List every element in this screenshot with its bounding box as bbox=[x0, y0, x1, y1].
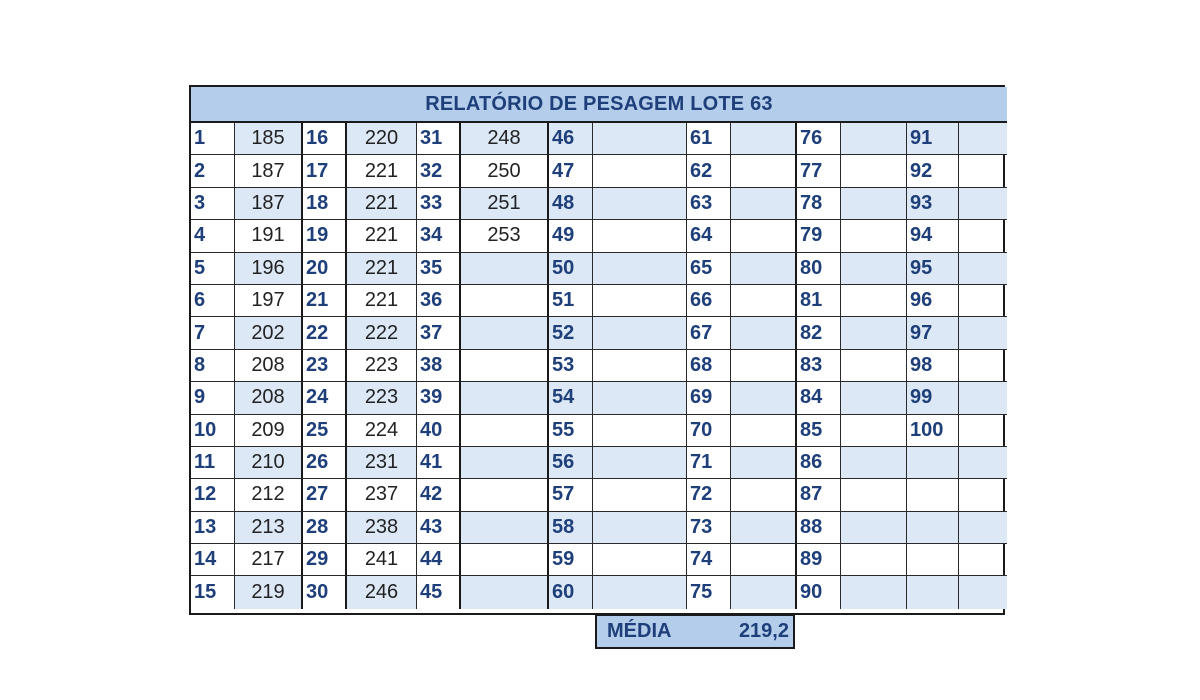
row-index: 6 bbox=[191, 285, 235, 317]
weight-value bbox=[731, 285, 797, 317]
weight-value bbox=[841, 188, 907, 220]
row-index: 34 bbox=[417, 220, 461, 252]
row-index: 80 bbox=[797, 253, 841, 285]
weight-value: 251 bbox=[461, 188, 549, 220]
weight-value bbox=[461, 285, 549, 317]
weight-value: 208 bbox=[235, 350, 303, 382]
row-index: 76 bbox=[797, 123, 841, 155]
weight-value: 187 bbox=[235, 155, 303, 187]
row-index: 60 bbox=[549, 576, 593, 608]
row-index: 24 bbox=[303, 382, 347, 414]
weight-value: 231 bbox=[347, 447, 417, 479]
row-index: 62 bbox=[687, 155, 731, 187]
weight-value bbox=[959, 447, 1007, 479]
weight-value bbox=[593, 220, 687, 252]
row-index: 54 bbox=[549, 382, 593, 414]
row-index: 39 bbox=[417, 382, 461, 414]
weight-value bbox=[841, 415, 907, 447]
row-index: 30 bbox=[303, 576, 347, 608]
weight-value bbox=[593, 285, 687, 317]
weight-value: 221 bbox=[347, 285, 417, 317]
row-index: 91 bbox=[907, 123, 959, 155]
weight-value: 212 bbox=[235, 479, 303, 511]
weight-value: 197 bbox=[235, 285, 303, 317]
weight-value bbox=[841, 544, 907, 576]
row-index: 58 bbox=[549, 512, 593, 544]
weight-value bbox=[731, 512, 797, 544]
weight-value: 220 bbox=[347, 123, 417, 155]
weight-value bbox=[593, 447, 687, 479]
weight-value bbox=[593, 155, 687, 187]
weight-value: 219 bbox=[235, 576, 303, 608]
weight-value bbox=[731, 479, 797, 511]
row-index: 23 bbox=[303, 350, 347, 382]
row-index: 26 bbox=[303, 447, 347, 479]
row-index: 17 bbox=[303, 155, 347, 187]
row-index bbox=[907, 576, 959, 608]
weight-value: 202 bbox=[235, 317, 303, 349]
weight-value bbox=[959, 155, 1007, 187]
weight-value bbox=[959, 317, 1007, 349]
weight-value bbox=[841, 285, 907, 317]
row-index: 47 bbox=[549, 155, 593, 187]
row-index: 20 bbox=[303, 253, 347, 285]
weight-value: 210 bbox=[235, 447, 303, 479]
weight-value bbox=[841, 317, 907, 349]
row-index: 95 bbox=[907, 253, 959, 285]
row-index: 7 bbox=[191, 317, 235, 349]
weight-value bbox=[731, 447, 797, 479]
row-index: 40 bbox=[417, 415, 461, 447]
row-index: 27 bbox=[303, 479, 347, 511]
weight-value bbox=[461, 253, 549, 285]
weight-value: 196 bbox=[235, 253, 303, 285]
row-index: 85 bbox=[797, 415, 841, 447]
row-index: 45 bbox=[417, 576, 461, 608]
weight-value bbox=[959, 479, 1007, 511]
row-index: 79 bbox=[797, 220, 841, 252]
weight-value: 221 bbox=[347, 188, 417, 220]
row-index: 93 bbox=[907, 188, 959, 220]
row-index: 68 bbox=[687, 350, 731, 382]
weight-value bbox=[731, 317, 797, 349]
row-index: 78 bbox=[797, 188, 841, 220]
row-index: 4 bbox=[191, 220, 235, 252]
row-index: 38 bbox=[417, 350, 461, 382]
weight-value bbox=[731, 544, 797, 576]
row-index: 98 bbox=[907, 350, 959, 382]
row-index: 59 bbox=[549, 544, 593, 576]
weight-value bbox=[731, 576, 797, 608]
report-title: RELATÓRIO DE PESAGEM LOTE 63 bbox=[191, 87, 1007, 123]
weight-value bbox=[461, 544, 549, 576]
row-index: 36 bbox=[417, 285, 461, 317]
row-index: 18 bbox=[303, 188, 347, 220]
row-index: 69 bbox=[687, 382, 731, 414]
row-index: 21 bbox=[303, 285, 347, 317]
weight-value: 224 bbox=[347, 415, 417, 447]
weight-value bbox=[593, 576, 687, 608]
weight-value: 213 bbox=[235, 512, 303, 544]
weight-value bbox=[841, 382, 907, 414]
row-index: 48 bbox=[549, 188, 593, 220]
weight-value bbox=[593, 123, 687, 155]
weight-value bbox=[461, 415, 549, 447]
row-index: 70 bbox=[687, 415, 731, 447]
average-label: MÉDIA bbox=[607, 620, 672, 642]
row-index: 84 bbox=[797, 382, 841, 414]
weight-value bbox=[593, 253, 687, 285]
row-index: 46 bbox=[549, 123, 593, 155]
row-index: 42 bbox=[417, 479, 461, 511]
weight-value bbox=[593, 188, 687, 220]
row-index: 96 bbox=[907, 285, 959, 317]
weight-value: 187 bbox=[235, 188, 303, 220]
weight-value bbox=[841, 155, 907, 187]
row-index: 12 bbox=[191, 479, 235, 511]
row-index bbox=[907, 479, 959, 511]
row-index: 29 bbox=[303, 544, 347, 576]
weight-value bbox=[461, 382, 549, 414]
row-index: 14 bbox=[191, 544, 235, 576]
weight-value bbox=[731, 123, 797, 155]
weight-value: 246 bbox=[347, 576, 417, 608]
row-index: 92 bbox=[907, 155, 959, 187]
weight-value: 185 bbox=[235, 123, 303, 155]
weight-value: 241 bbox=[347, 544, 417, 576]
row-index: 44 bbox=[417, 544, 461, 576]
weight-value bbox=[841, 220, 907, 252]
weight-value bbox=[593, 479, 687, 511]
row-index: 1 bbox=[191, 123, 235, 155]
row-index: 71 bbox=[687, 447, 731, 479]
row-index: 94 bbox=[907, 220, 959, 252]
row-index: 41 bbox=[417, 447, 461, 479]
row-index: 67 bbox=[687, 317, 731, 349]
row-index: 50 bbox=[549, 253, 593, 285]
row-index: 87 bbox=[797, 479, 841, 511]
weight-value bbox=[731, 350, 797, 382]
weight-value: 238 bbox=[347, 512, 417, 544]
weight-value bbox=[731, 188, 797, 220]
row-index: 61 bbox=[687, 123, 731, 155]
row-index: 90 bbox=[797, 576, 841, 608]
row-index: 65 bbox=[687, 253, 731, 285]
row-index: 19 bbox=[303, 220, 347, 252]
row-index: 35 bbox=[417, 253, 461, 285]
row-index: 13 bbox=[191, 512, 235, 544]
row-index: 82 bbox=[797, 317, 841, 349]
weight-value bbox=[731, 415, 797, 447]
row-index: 89 bbox=[797, 544, 841, 576]
row-index: 8 bbox=[191, 350, 235, 382]
weight-value bbox=[461, 576, 549, 608]
row-index: 52 bbox=[549, 317, 593, 349]
weight-value: 248 bbox=[461, 123, 549, 155]
row-index: 81 bbox=[797, 285, 841, 317]
weight-value: 250 bbox=[461, 155, 549, 187]
weight-value bbox=[959, 576, 1007, 608]
weight-value: 253 bbox=[461, 220, 549, 252]
weight-value bbox=[959, 382, 1007, 414]
row-index: 5 bbox=[191, 253, 235, 285]
weight-value bbox=[731, 220, 797, 252]
row-index: 25 bbox=[303, 415, 347, 447]
row-index: 43 bbox=[417, 512, 461, 544]
weight-value: 217 bbox=[235, 544, 303, 576]
row-index: 100 bbox=[907, 415, 959, 447]
row-index bbox=[907, 512, 959, 544]
row-index: 57 bbox=[549, 479, 593, 511]
average-box bbox=[595, 614, 795, 649]
weight-value bbox=[731, 253, 797, 285]
row-index: 31 bbox=[417, 123, 461, 155]
weight-value bbox=[461, 447, 549, 479]
row-index: 86 bbox=[797, 447, 841, 479]
row-index: 28 bbox=[303, 512, 347, 544]
weight-value bbox=[959, 188, 1007, 220]
weight-value bbox=[959, 253, 1007, 285]
weight-value bbox=[593, 512, 687, 544]
row-index: 63 bbox=[687, 188, 731, 220]
weight-value: 222 bbox=[347, 317, 417, 349]
row-index: 88 bbox=[797, 512, 841, 544]
row-index bbox=[907, 447, 959, 479]
weight-value bbox=[841, 447, 907, 479]
weight-value bbox=[593, 350, 687, 382]
weight-value bbox=[959, 350, 1007, 382]
weight-value bbox=[841, 350, 907, 382]
row-index: 56 bbox=[549, 447, 593, 479]
weight-value: 223 bbox=[347, 382, 417, 414]
weight-value: 221 bbox=[347, 253, 417, 285]
weight-value bbox=[841, 512, 907, 544]
weight-value: 223 bbox=[347, 350, 417, 382]
row-index: 53 bbox=[549, 350, 593, 382]
row-index: 51 bbox=[549, 285, 593, 317]
row-index: 72 bbox=[687, 479, 731, 511]
row-index: 74 bbox=[687, 544, 731, 576]
row-index: 49 bbox=[549, 220, 593, 252]
row-index: 64 bbox=[687, 220, 731, 252]
weight-value bbox=[959, 415, 1007, 447]
row-index: 37 bbox=[417, 317, 461, 349]
row-index: 75 bbox=[687, 576, 731, 608]
weight-value bbox=[461, 350, 549, 382]
weight-value bbox=[841, 576, 907, 608]
weight-value bbox=[959, 220, 1007, 252]
weight-value bbox=[841, 479, 907, 511]
weight-value bbox=[841, 123, 907, 155]
row-index: 16 bbox=[303, 123, 347, 155]
weight-value bbox=[593, 544, 687, 576]
weight-value bbox=[461, 317, 549, 349]
row-index: 2 bbox=[191, 155, 235, 187]
weight-value: 208 bbox=[235, 382, 303, 414]
weight-value: 191 bbox=[235, 220, 303, 252]
row-index: 83 bbox=[797, 350, 841, 382]
weight-value: 209 bbox=[235, 415, 303, 447]
row-index: 99 bbox=[907, 382, 959, 414]
row-index: 55 bbox=[549, 415, 593, 447]
row-index: 9 bbox=[191, 382, 235, 414]
row-index: 3 bbox=[191, 188, 235, 220]
weight-value bbox=[461, 479, 549, 511]
row-index: 66 bbox=[687, 285, 731, 317]
row-index bbox=[907, 544, 959, 576]
row-index: 77 bbox=[797, 155, 841, 187]
weight-value bbox=[959, 512, 1007, 544]
weighing-report-table bbox=[189, 85, 1005, 615]
row-index: 10 bbox=[191, 415, 235, 447]
weight-value bbox=[959, 285, 1007, 317]
weight-value: 221 bbox=[347, 155, 417, 187]
weight-value: 237 bbox=[347, 479, 417, 511]
weight-value: 221 bbox=[347, 220, 417, 252]
weight-value bbox=[731, 155, 797, 187]
average-value: 219,2 bbox=[738, 620, 789, 642]
row-index: 32 bbox=[417, 155, 461, 187]
weight-value bbox=[731, 382, 797, 414]
row-index: 97 bbox=[907, 317, 959, 349]
weight-value bbox=[593, 317, 687, 349]
weight-value bbox=[959, 123, 1007, 155]
weight-value bbox=[461, 512, 549, 544]
row-index: 11 bbox=[191, 447, 235, 479]
row-index: 22 bbox=[303, 317, 347, 349]
row-index: 33 bbox=[417, 188, 461, 220]
row-index: 73 bbox=[687, 512, 731, 544]
weight-value bbox=[593, 415, 687, 447]
weight-value bbox=[841, 253, 907, 285]
row-index: 15 bbox=[191, 576, 235, 608]
weight-value bbox=[959, 544, 1007, 576]
weight-value bbox=[593, 382, 687, 414]
